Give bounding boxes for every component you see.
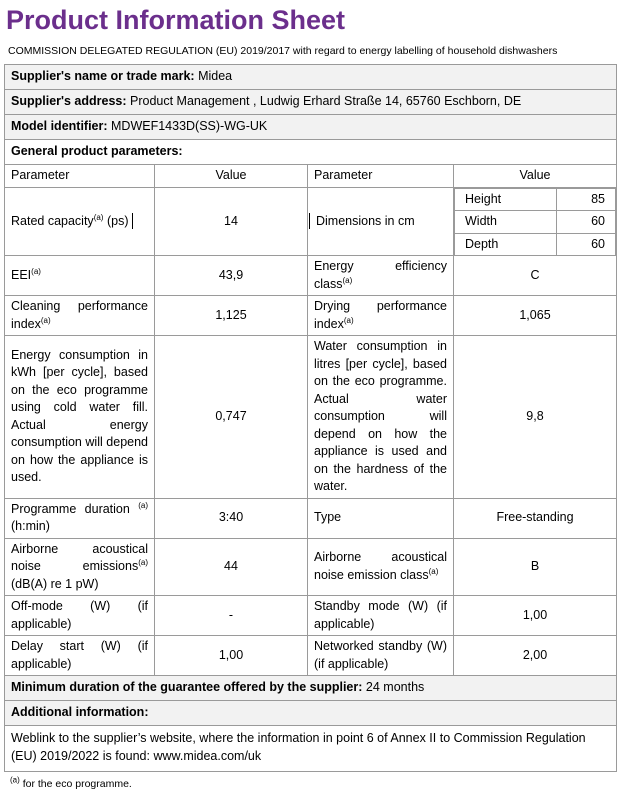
rated-capacity-value: 14 xyxy=(155,187,308,256)
model-label: Model identifier: xyxy=(11,119,108,134)
networked-standby-label: Networked standby (W) (if applicable) xyxy=(308,636,454,676)
height-label: Height xyxy=(455,188,557,211)
supplier-row xyxy=(5,65,617,90)
dimensions-label: Dimensions in cm xyxy=(308,187,454,256)
noise-class-label: Airborne acoustical noise emission class$^{(a)}$ xyxy=(308,538,454,596)
cleaning-index-value: 1,125 xyxy=(155,296,308,336)
delay-start-label: Delay start (W) (if applicable) xyxy=(5,636,155,676)
noise-emissions-value: 44 xyxy=(155,538,308,596)
additional-info-heading: Additional information: xyxy=(5,701,617,726)
address-value: Product Management , Ludwig Erhard Straße 14, 65760 Eschborn, DE xyxy=(130,94,522,109)
water-consumption-value: 9,8 xyxy=(454,336,617,499)
footnote-text: for the eco programme. xyxy=(22,778,132,790)
model-row xyxy=(5,115,617,140)
noise-class-value: B xyxy=(454,538,617,596)
energy-consumption-value: 0,747 xyxy=(155,336,308,499)
networked-standby-value: 2,00 xyxy=(454,636,617,676)
page-title: Product Information Sheet xyxy=(6,5,346,35)
model-value: MDWEF1433D(SS)-WG-UK xyxy=(111,119,268,134)
width-value: 60 xyxy=(556,211,615,234)
rated-capacity-label: Rated capacity$^{(a)}$ (ps) xyxy=(5,187,155,256)
type-label: Type xyxy=(308,498,454,538)
efficiency-class-label: Energy efficiency class$^{(a)}$ xyxy=(308,256,454,296)
noise-emissions-label: Airborne acoustical noise emissions$^{(a)}$ (dB(A) re 1 pW) xyxy=(5,538,155,596)
depth-value: 60 xyxy=(556,233,615,255)
standby-value: 1,00 xyxy=(454,596,617,636)
guarantee-label: Minimum duration of the guarantee offered by the supplier: xyxy=(11,680,363,695)
weblink-text: Weblink to the supplier’s website, where the information in point 6 of Annex II to Commission Regulation (EU) 2019/2022 is found: www.midea.com/uk xyxy=(5,726,617,772)
supplier-label: Supplier's name or trade mark: xyxy=(11,69,195,84)
footnote xyxy=(10,775,616,790)
product-information-sheet xyxy=(4,0,616,790)
column-header-value-2: Value xyxy=(454,165,617,188)
height-value: 85 xyxy=(556,188,615,211)
eei-label: EEI$^{(a)}$ xyxy=(5,256,155,296)
delay-start-value: 1,00 xyxy=(155,636,308,676)
programme-duration-label: Programme duration $^{(a)}$ (h:min) xyxy=(5,498,155,538)
drying-index-label: Drying performance index$^{(a)}$ xyxy=(308,296,454,336)
type-value: Free-standing xyxy=(454,498,617,538)
column-header-parameter-2: Parameter xyxy=(308,165,454,188)
programme-duration-value: 3:40 xyxy=(155,498,308,538)
dimensions-subtable xyxy=(454,188,616,256)
address-label: Supplier's address: xyxy=(11,94,127,109)
energy-consumption-label: Energy consumption in kWh [per cycle], based on the eco programme using cold water fill. Actual energy consumption will depend on how the appliance is used. xyxy=(5,336,155,499)
column-header-parameter: Parameter xyxy=(5,165,155,188)
supplier-value: Midea xyxy=(198,69,233,84)
cleaning-index-label: Cleaning performance index$^{(a)}$ xyxy=(5,296,155,336)
water-consumption-label: Water consumption in litres [per cycle], based on the eco programme. Actual water consumption will depend on how the appliance is used and on the hardness of the water. xyxy=(308,336,454,499)
standby-label: Standby mode (W) (if applicable) xyxy=(308,596,454,636)
width-label: Width xyxy=(455,211,557,234)
column-header-value: Value xyxy=(155,165,308,188)
efficiency-class-value: C xyxy=(454,256,617,296)
guarantee-row xyxy=(5,676,617,701)
off-mode-label: Off-mode (W) (if applicable) xyxy=(5,596,155,636)
product-sheet-table xyxy=(4,64,617,772)
regulation-subtitle: COMMISSION DELEGATED REGULATION (EU) 2019/2017 with regard to energy labelling of household dishwashers xyxy=(8,45,558,57)
address-row xyxy=(5,90,617,115)
off-mode-value: - xyxy=(155,596,308,636)
general-parameters-heading: General product parameters: xyxy=(5,140,617,165)
drying-index-value: 1,065 xyxy=(454,296,617,336)
eei-value: 43,9 xyxy=(155,256,308,296)
guarantee-value: 24 months xyxy=(365,680,425,695)
footnote-marker: (a) xyxy=(10,775,20,785)
dimensions-values xyxy=(454,187,617,256)
depth-label: Depth xyxy=(455,233,557,255)
